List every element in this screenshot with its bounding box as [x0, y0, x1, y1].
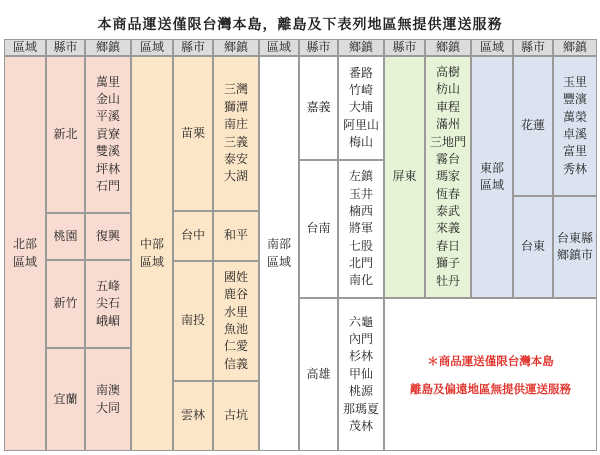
header-county: 縣市 — [46, 39, 85, 56]
towns-new-taipei: 萬里 金山 平溪 貢寮 雙溪 坪林 石門 — [85, 56, 131, 213]
towns-taoyuan: 復興 — [85, 213, 131, 260]
county-miaoli: 苗栗 — [173, 56, 213, 211]
county-tainan: 台南 — [299, 160, 338, 298]
region-north: 北部 區域 — [4, 56, 46, 451]
page-title: 本商品運送僅限台灣本島，離島及下表列地區無提供運送服務 — [97, 17, 503, 33]
county-chiayi: 嘉義 — [299, 56, 338, 160]
county-taitung: 台東 — [513, 196, 553, 298]
towns-kaohsiung: 六龜 內門 杉林 甲仙 桃源 那瑪夏 茂林 — [338, 298, 384, 451]
county-yilan: 宜蘭 — [46, 348, 85, 451]
towns-hualien: 玉里 豐濱 萬榮 卓溪 富里 秀林 — [553, 56, 597, 196]
county-pingtung: 屏東 — [384, 56, 425, 298]
towns-tainan: 左鎮 玉井 楠西 將軍 七股 北門 南化 — [338, 160, 384, 298]
county-hsinchu: 新竹 — [46, 260, 85, 348]
county-hualien: 花蓮 — [513, 56, 553, 196]
towns-taitung: 台東縣 鄉鎮市 — [553, 196, 597, 298]
county-new-taipei: 新北 — [46, 56, 85, 213]
region-central: 中部 區域 — [131, 56, 173, 451]
county-kaohsiung: 高雄 — [299, 298, 338, 451]
towns-yunlin: 古坑 — [213, 381, 259, 451]
note-line-1: ＊商品運送僅限台灣本島 — [427, 353, 554, 368]
towns-nantou: 國姓 鹿谷 水里 魚池 仁愛 信義 — [213, 261, 259, 381]
county-taichung: 台中 — [173, 211, 213, 261]
towns-hsinchu: 五峰 尖石 峨嵋 — [85, 260, 131, 348]
towns-taichung: 和平 — [213, 211, 259, 261]
header-county: 縣市 — [299, 39, 338, 56]
header-region: 區域 — [4, 39, 46, 56]
header-region: 區域 — [471, 39, 513, 56]
towns-chiayi: 番路 竹崎 大埔 阿里山 梅山 — [338, 56, 384, 160]
county-taoyuan: 桃園 — [46, 213, 85, 260]
header-town: 鄉鎮 — [338, 39, 384, 56]
header-town: 鄉鎮 — [553, 39, 597, 56]
header-county: 縣市 — [384, 39, 425, 56]
county-yunlin: 雲林 — [173, 381, 213, 451]
region-south: 南部 區域 — [259, 56, 299, 451]
header-region: 區域 — [131, 39, 173, 56]
note-line-2: 離島及偏遠地區無提供運送服務 — [410, 381, 571, 396]
towns-yilan: 南澳 大同 — [85, 348, 131, 451]
header-town: 鄉鎮 — [425, 39, 471, 56]
towns-miaoli: 三灣 獅潭 南庄 三義 泰安 大湖 — [213, 56, 259, 211]
shipping-note — [384, 298, 597, 451]
header-town: 鄉鎮 — [213, 39, 259, 56]
header-county: 縣市 — [513, 39, 553, 56]
header-region: 區域 — [259, 39, 299, 56]
towns-pingtung: 高樹 枋山 車程 滿州 三地門 霧台 瑪家 恆春 泰武 來義 春日 獅子 牡丹 — [425, 56, 471, 298]
county-nantou: 南投 — [173, 261, 213, 381]
region-east: 東部 區域 — [471, 56, 513, 298]
header-county: 縣市 — [173, 39, 213, 56]
header-town: 鄉鎮 — [85, 39, 131, 56]
